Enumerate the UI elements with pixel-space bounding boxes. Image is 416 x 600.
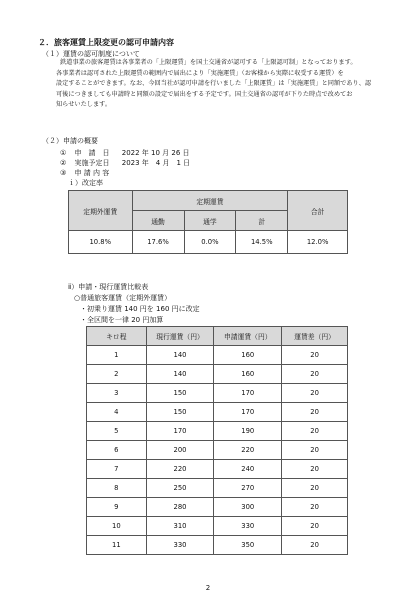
comparison-heading: ⅱ）申請・現行運賃比較表 [68,283,149,291]
summary-item-content [60,168,109,178]
value-subtotal: 14.5% [236,231,288,254]
table-cell: 11 [87,536,147,555]
column-header: 申請運賃（円） [214,327,282,346]
table-cell: 160 [214,346,282,365]
table-row [87,365,348,384]
rate-table [68,190,348,254]
item-number: ③ [60,169,67,177]
table-cell: 330 [214,517,282,536]
comparison-note-uniform: ・全区間を一律 20 円加算 [80,316,164,324]
table-cell: 150 [146,403,214,422]
header-school: 通学 [184,211,236,231]
table-cell: 1 [87,346,147,365]
summary-item-effective [60,158,190,168]
subsection1-heading: （１）運賃の認可制度について [42,50,140,58]
subsection1-paragraph [56,58,392,111]
table-cell: 240 [214,460,282,479]
table-cell: 20 [282,536,348,555]
page-number: 2 [205,584,211,592]
table-row [87,498,348,517]
subsection2-heading: （２）申請の概要 [42,137,98,145]
table-row [87,536,348,555]
column-header: 運賃差（円） [282,327,348,346]
table-cell: 20 [282,460,348,479]
table-cell: 2 [87,365,147,384]
table-cell: 250 [146,479,214,498]
table-cell: 190 [214,422,282,441]
item-value: 2022 年 10 月 26 日 [121,149,190,157]
paragraph-line: 鉄道事業の旅客運賃は各事業者の「上限運賃」を国土交通省が認可する「上限認可制」となっております。 [60,59,357,66]
table-cell: 20 [282,498,348,517]
table-row [87,479,348,498]
table-row [87,517,348,536]
table-cell: 4 [87,403,147,422]
table-cell: 9 [87,498,147,517]
table-cell: 20 [282,346,348,365]
table-cell: 3 [87,384,147,403]
table-cell: 350 [214,536,282,555]
table-cell: 280 [146,498,214,517]
header-commuter: 定期運賃 [132,191,288,211]
comparison-table [86,326,348,555]
value-commute: 17.6% [132,231,184,254]
table-cell: 20 [282,479,348,498]
header-outside: 定期外運賃 [69,191,133,231]
table-cell: 270 [214,479,282,498]
column-header: キロ程 [87,327,147,346]
table-cell: 20 [282,403,348,422]
paragraph-line: 各事業者は認可された上限運賃の範囲内で届出により「実施運賃」（お客様から実際に収受する運賃）を [56,69,344,77]
value-outside: 10.8% [69,231,133,254]
table-row [87,460,348,479]
paragraph-line: 知らせいたします。 [56,101,112,108]
table-row [87,403,348,422]
table-cell: 140 [146,346,214,365]
rate-subheading: ｉ）改定率 [68,179,103,187]
table-row [87,384,348,403]
table-cell: 220 [146,460,214,479]
table-row [87,346,348,365]
section-title: ２．旅客運賃上限変更の認可申請内容 [38,38,174,47]
table-cell: 200 [146,441,214,460]
comparison-table-body [87,346,348,555]
table-row [87,422,348,441]
table-cell: 310 [146,517,214,536]
item-label: 申 請 日 [74,149,110,157]
table-cell: 8 [87,479,147,498]
table-cell: 20 [282,365,348,384]
item-label: 実施予定日 [74,159,110,167]
header-commute: 通勤 [132,211,184,231]
table-cell: 10 [87,517,147,536]
table-cell: 20 [282,384,348,403]
item-value: 2023 年 4 月 1 日 [121,159,191,167]
table-cell: 170 [146,422,214,441]
table-cell: 330 [146,536,214,555]
table-cell: 300 [214,498,282,517]
header-total: 合計 [288,191,348,231]
table-cell: 6 [87,441,147,460]
item-number: ① [60,149,67,157]
paragraph-line: 設定することができます。なお、今回当社が認可申請を行いました「上限運賃」は「実施運賃」と同額であり、認 [56,80,372,87]
table-cell: 220 [214,441,282,460]
comparison-subheading: ○普通旅客運賃（定期外運賃） [74,294,172,302]
table-cell: 140 [146,365,214,384]
summary-item-date [60,148,190,158]
table-row [87,441,348,460]
table-cell: 20 [282,422,348,441]
table-cell: 20 [282,441,348,460]
table-cell: 5 [87,422,147,441]
header-subtotal: 計 [236,211,288,231]
item-label: 申 請 内 容 [74,169,110,177]
value-total: 12.0% [288,231,348,254]
table-cell: 160 [214,365,282,384]
table-cell: 7 [87,460,147,479]
table-cell: 150 [146,384,214,403]
item-number: ② [60,159,67,167]
table-cell: 170 [214,403,282,422]
table-cell: 170 [214,384,282,403]
paragraph-line: 可後につきましても申請時と同額の設定で届出をする予定です。国土交通省の認可が下りた時点で改めてお [56,90,353,98]
table-cell: 20 [282,517,348,536]
comparison-note-initial: ・初乗り運賃 140 円を 160 円に改定 [80,305,200,313]
column-header: 現行運賃（円） [146,327,214,346]
value-school: 0.0% [184,231,236,254]
